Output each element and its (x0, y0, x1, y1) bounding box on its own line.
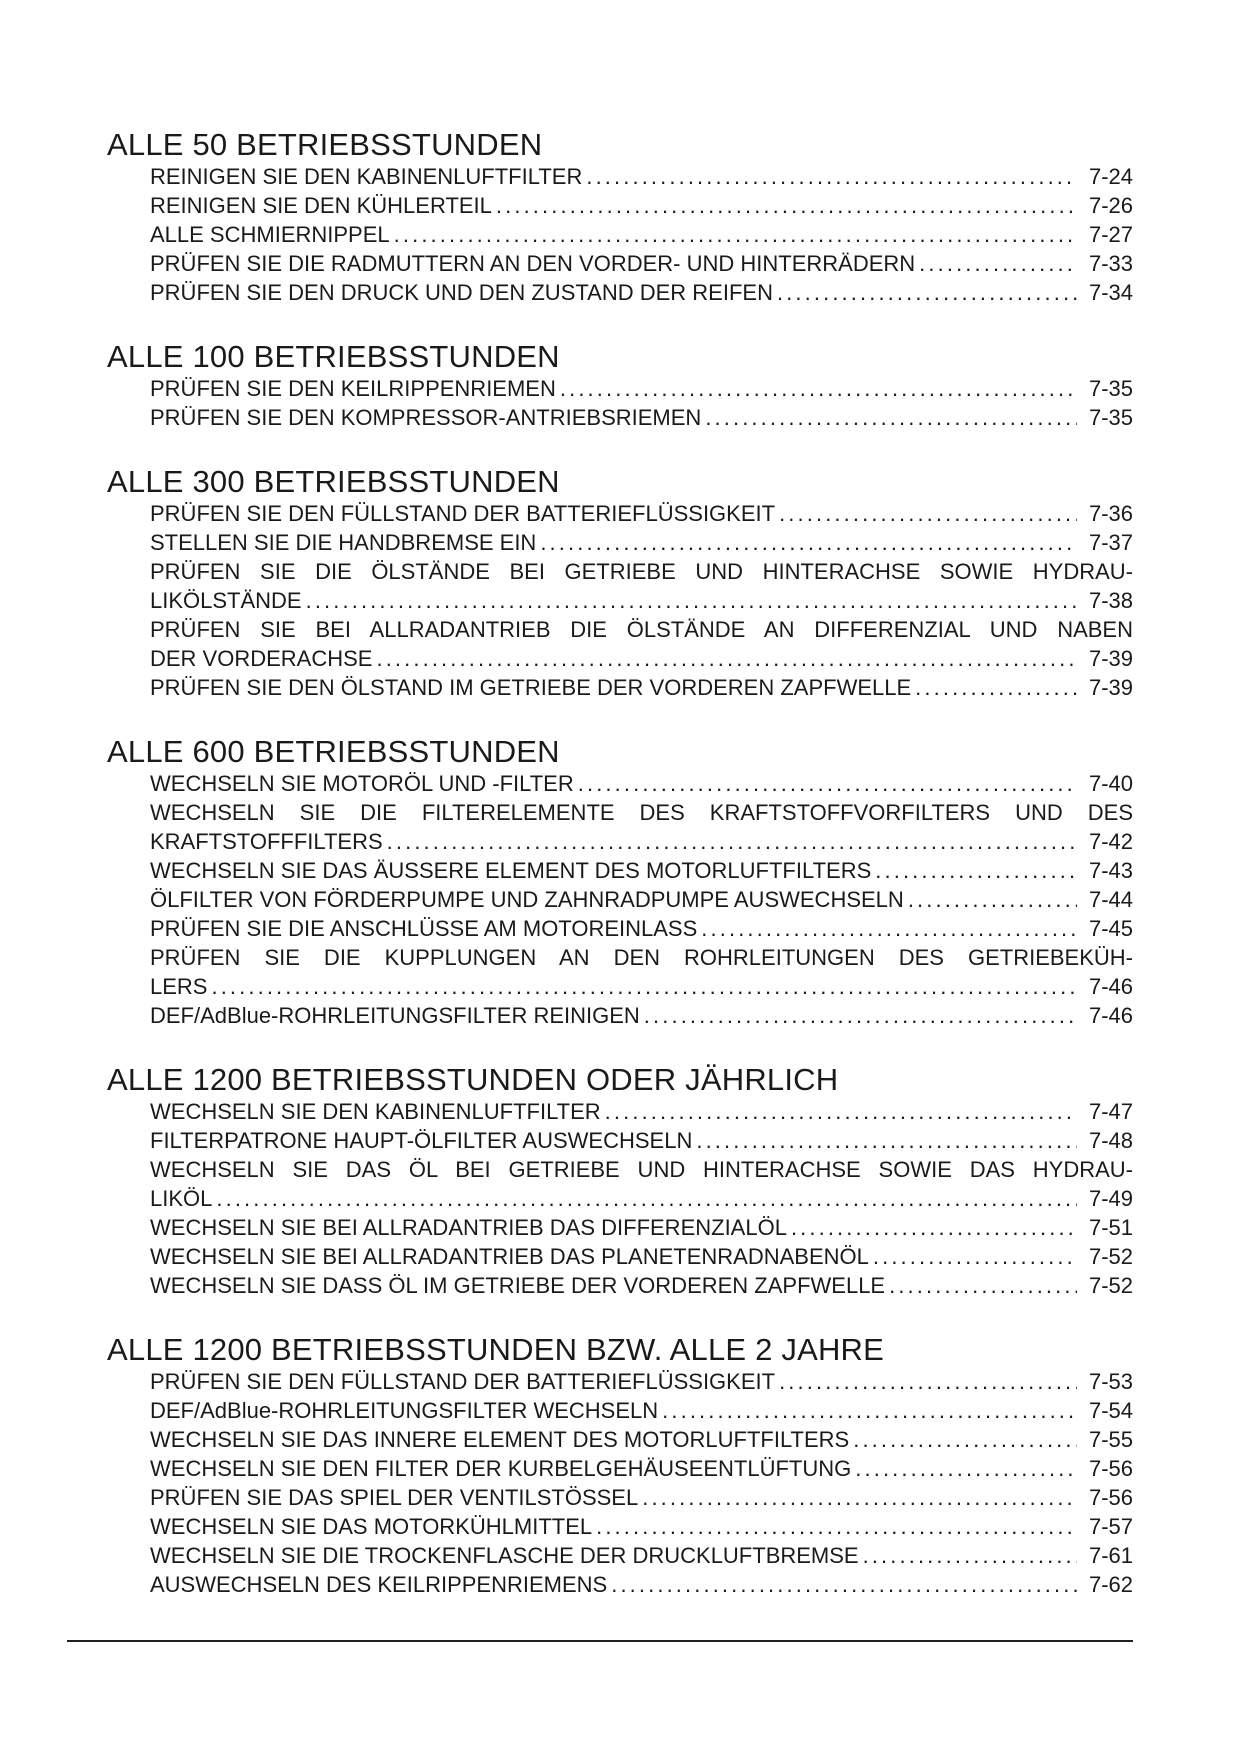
toc-entry (150, 1126, 1133, 1155)
dot-leader (211, 972, 1077, 1001)
toc-entry-page-number: 7-52 (1088, 1273, 1133, 1298)
toc-section (107, 1333, 1133, 1599)
dot-leader (915, 673, 1077, 702)
toc-entry-text: FILTERPATRONE HAUPT-ÖLFILTER AUSWECHSELN (150, 1128, 693, 1153)
toc-entry-text: WECHSELN SIE DAS MOTORKÜHLMITTEL (150, 1514, 593, 1539)
dot-leader (662, 1396, 1077, 1425)
toc-entry (150, 1271, 1133, 1300)
dot-leader (611, 1570, 1077, 1599)
toc-entry (150, 249, 1133, 278)
toc-entry (150, 557, 1133, 615)
toc-entry (150, 769, 1133, 798)
toc-entry (150, 278, 1133, 307)
dot-leader (855, 1454, 1077, 1483)
toc-entry-text: WECHSELN SIE DEN FILTER DER KURBELGEHÄUSEENTLÜFTUNG (150, 1456, 852, 1481)
toc-section (107, 465, 1133, 702)
toc-entry-list (150, 1367, 1133, 1599)
toc-entry-text: ÖLFILTER VON FÖRDERPUMPE UND ZAHNRADPUMPE AUSWECHSELN (150, 887, 904, 912)
dot-leader (777, 278, 1077, 307)
toc-entry (150, 673, 1133, 702)
toc-entry-text: LIKÖL (150, 1186, 213, 1211)
section-title: ALLE 600 BETRIEBSSTUNDEN (107, 734, 560, 769)
toc-entry (150, 798, 1133, 856)
toc-entry-page-number: 7-55 (1088, 1427, 1133, 1452)
toc-entry (150, 1425, 1133, 1454)
toc-entry-page-number: 7-27 (1088, 222, 1133, 247)
toc-entry-text: PRÜFEN SIE DEN ÖLSTAND IM GETRIEBE DER VORDEREN ZAPFWELLE (150, 675, 912, 700)
dot-leader (853, 1425, 1077, 1454)
toc-entry-list (150, 162, 1133, 307)
dot-leader (705, 403, 1077, 432)
toc-entry (150, 1396, 1133, 1425)
toc-entry-page-number: 7-61 (1088, 1543, 1133, 1568)
toc-entry-page-number: 7-26 (1088, 193, 1133, 218)
toc-entry (150, 1242, 1133, 1271)
toc-entry-text: PRÜFEN SIE DIE ANSCHLÜSSE AM MOTOREINLASS (150, 916, 698, 941)
toc-entry-list (150, 769, 1133, 1030)
section-title: ALLE 50 BETRIEBSSTUNDEN (107, 127, 543, 162)
toc-entry-text: DEF/AdBlue-ROHRLEITUNGSFILTER WECHSELN (150, 1398, 659, 1423)
toc-entry-text-line-2 (150, 972, 1133, 1001)
dot-leader (216, 1184, 1077, 1213)
toc-entry-text: WECHSELN SIE DIE TROCKENFLASCHE DER DRUCKLUFTBREMSE (150, 1543, 859, 1568)
toc-entry-list (150, 374, 1133, 432)
toc-entry-page-number: 7-39 (1088, 675, 1133, 700)
toc-entry (150, 1367, 1133, 1396)
toc-entry-text: STELLEN SIE DIE HANDBREMSE EIN (150, 530, 537, 555)
toc-entry-list (150, 499, 1133, 702)
toc-entry-page-number: 7-48 (1088, 1128, 1133, 1153)
dot-leader (394, 220, 1077, 249)
toc-entry-page-number: 7-54 (1088, 1398, 1133, 1423)
toc-entry-text: WECHSELN SIE MOTORÖL UND -FILTER (150, 771, 574, 796)
dot-leader (696, 1126, 1077, 1155)
toc-entry-text: AUSWECHSELN DES KEILRIPPENRIEMENS (150, 1572, 608, 1597)
toc-entry (150, 1213, 1133, 1242)
toc-entry-page-number: 7-53 (1088, 1369, 1133, 1394)
dot-leader (779, 499, 1077, 528)
dot-leader (306, 586, 1077, 615)
dot-leader (791, 1213, 1077, 1242)
dot-leader (578, 769, 1077, 798)
toc-entry-text: REINIGEN SIE DEN KÜHLERTEIL (150, 193, 492, 218)
toc-entry-text: WECHSELN SIE DAS INNERE ELEMENT DES MOTORLUFTFILTERS (150, 1427, 850, 1452)
dot-leader (586, 162, 1077, 191)
toc-entry-page-number: 7-45 (1088, 916, 1133, 941)
toc-entry-text: PRÜFEN SIE DEN DRUCK UND DEN ZUSTAND DER REIFEN (150, 280, 773, 305)
dot-leader (596, 1512, 1077, 1541)
toc-entry-text: WECHSELN SIE BEI ALLRADANTRIEB DAS PLANETENRADNABENÖL (150, 1244, 869, 1269)
toc-entry (150, 1454, 1133, 1483)
toc-entry-text-line-1: WECHSELN SIE DIE FILTERELEMENTE DES KRAFTSTOFFVORFILTERS UND DES (150, 800, 1133, 825)
toc-entry-text-line-2 (150, 644, 1133, 673)
dot-leader (863, 1541, 1077, 1570)
toc-entry (150, 885, 1133, 914)
section-title: ALLE 300 BETRIEBSSTUNDEN (107, 464, 560, 499)
toc-entry-page-number: 7-43 (1088, 858, 1133, 883)
toc-entry (150, 162, 1133, 191)
toc-entry-text: WECHSELN SIE BEI ALLRADANTRIEB DAS DIFFERENZIALÖL (150, 1215, 787, 1240)
table-of-contents (107, 128, 1133, 1632)
toc-entry-page-number: 7-37 (1088, 530, 1133, 555)
toc-entry-page-number: 7-56 (1088, 1456, 1133, 1481)
toc-entry-page-number: 7-49 (1088, 1186, 1133, 1211)
toc-entry (150, 1570, 1133, 1599)
toc-entry (150, 1512, 1133, 1541)
dot-leader (387, 827, 1077, 856)
dot-leader (642, 1483, 1077, 1512)
toc-entry (150, 499, 1133, 528)
toc-entry-text: DER VORDERACHSE (150, 646, 373, 671)
dot-leader (875, 856, 1077, 885)
toc-entry (150, 615, 1133, 673)
toc-entry-text: WECHSELN SIE DAS ÄUSSERE ELEMENT DES MOTORLUFTFILTERS (150, 858, 872, 883)
toc-entry-text-line-2 (150, 586, 1133, 615)
dot-leader (908, 885, 1077, 914)
toc-entry-page-number: 7-40 (1088, 771, 1133, 796)
dot-leader (644, 1001, 1077, 1030)
dot-leader (560, 374, 1077, 403)
toc-entry-text: WECHSELN SIE DEN KABINENLUFTFILTER (150, 1099, 601, 1124)
toc-section (107, 1063, 1133, 1300)
toc-entry-text: WECHSELN SIE DASS ÖL IM GETRIEBE DER VORDEREN ZAPFWELLE (150, 1273, 886, 1298)
toc-entry (150, 856, 1133, 885)
toc-entry-page-number: 7-44 (1088, 887, 1133, 912)
toc-entry-text-line-1: PRÜFEN SIE DIE ÖLSTÄNDE BEI GETRIEBE UND HINTERACHSE SOWIE HYDRAU- (150, 559, 1133, 584)
toc-entry-text: PRÜFEN SIE DEN KEILRIPPENRIEMEN (150, 376, 556, 401)
toc-entry-text-line-1: PRÜFEN SIE DIE KUPPLUNGEN AN DEN ROHRLEITUNGEN DES GETRIEBEKÜH- (150, 945, 1133, 970)
toc-entry-text-line-1: WECHSELN SIE DAS ÖL BEI GETRIEBE UND HINTERACHSE SOWIE DAS HYDRAU- (150, 1157, 1133, 1182)
toc-entry-text: PRÜFEN SIE DEN FÜLLSTAND DER BATTERIEFLÜSSIGKEIT (150, 1369, 776, 1394)
toc-entry (150, 1097, 1133, 1126)
toc-entry-page-number: 7-62 (1088, 1572, 1133, 1597)
dot-leader (919, 249, 1077, 278)
toc-entry (150, 220, 1133, 249)
toc-entry-text: PRÜFEN SIE DAS SPIEL DER VENTILSTÖSSEL (150, 1485, 639, 1510)
toc-entry-text-line-1: PRÜFEN SIE BEI ALLRADANTRIEB DIE ÖLSTÄNDE AN DIFFERENZIAL UND NABEN (150, 617, 1133, 642)
dot-leader (376, 644, 1077, 673)
toc-entry-page-number: 7-38 (1088, 588, 1133, 613)
section-title: ALLE 1200 BETRIEBSSTUNDEN ODER JÄHRLICH (107, 1062, 839, 1097)
dot-leader (540, 528, 1077, 557)
toc-entry (150, 943, 1133, 1001)
dot-leader (779, 1367, 1077, 1396)
toc-entry-page-number: 7-56 (1088, 1485, 1133, 1510)
toc-entry-page-number: 7-52 (1088, 1244, 1133, 1269)
toc-entry-page-number: 7-46 (1088, 1003, 1133, 1028)
toc-entry (150, 374, 1133, 403)
dot-leader (701, 914, 1077, 943)
toc-entry-page-number: 7-57 (1088, 1514, 1133, 1539)
toc-entry-page-number: 7-39 (1088, 646, 1133, 671)
toc-entry-page-number: 7-33 (1088, 251, 1133, 276)
toc-entry (150, 1483, 1133, 1512)
bottom-divider (67, 1640, 1133, 1642)
toc-entry-text: KRAFTSTOFFFILTERS (150, 829, 383, 854)
toc-entry (150, 191, 1133, 220)
toc-entry (150, 1155, 1133, 1213)
toc-entry-page-number: 7-42 (1088, 829, 1133, 854)
toc-section (107, 340, 1133, 432)
toc-entry-page-number: 7-51 (1088, 1215, 1133, 1240)
toc-entry-text: PRÜFEN SIE DIE RADMUTTERN AN DEN VORDER- UND HINTERRÄDERN (150, 251, 916, 276)
toc-entry (150, 403, 1133, 432)
toc-entry-text: DEF/AdBlue-ROHRLEITUNGSFILTER REINIGEN (150, 1003, 640, 1028)
toc-entry-text: REINIGEN SIE DEN KABINENLUFTFILTER (150, 164, 583, 189)
toc-entry-text: PRÜFEN SIE DEN FÜLLSTAND DER BATTERIEFLÜSSIGKEIT (150, 501, 776, 526)
toc-entry (150, 914, 1133, 943)
dot-leader (496, 191, 1077, 220)
toc-entry (150, 1001, 1133, 1030)
toc-entry-text-line-2 (150, 827, 1133, 856)
toc-entry-page-number: 7-35 (1088, 405, 1133, 430)
toc-entry-page-number: 7-24 (1088, 164, 1133, 189)
toc-entry-text: PRÜFEN SIE DEN KOMPRESSOR-ANTRIEBSRIEMEN (150, 405, 702, 430)
section-title: ALLE 1200 BETRIEBSSTUNDEN BZW. ALLE 2 JAHRE (107, 1332, 885, 1367)
toc-section (107, 128, 1133, 307)
toc-entry-page-number: 7-36 (1088, 501, 1133, 526)
section-title: ALLE 100 BETRIEBSSTUNDEN (107, 339, 560, 374)
toc-entry-page-number: 7-35 (1088, 376, 1133, 401)
toc-entry-list (150, 1097, 1133, 1300)
toc-entry-text: ALLE SCHMIERNIPPEL (150, 222, 390, 247)
toc-entry-text: LIKÖLSTÄNDE (150, 588, 302, 613)
dot-leader (873, 1242, 1077, 1271)
toc-section (107, 735, 1133, 1030)
dot-leader (605, 1097, 1077, 1126)
toc-entry (150, 1541, 1133, 1570)
dot-leader (889, 1271, 1077, 1300)
toc-entry-text-line-2 (150, 1184, 1133, 1213)
toc-entry (150, 528, 1133, 557)
toc-entry-page-number: 7-46 (1088, 974, 1133, 999)
toc-entry-page-number: 7-34 (1088, 280, 1133, 305)
toc-entry-text: LERS (150, 974, 208, 999)
toc-entry-page-number: 7-47 (1088, 1099, 1133, 1124)
